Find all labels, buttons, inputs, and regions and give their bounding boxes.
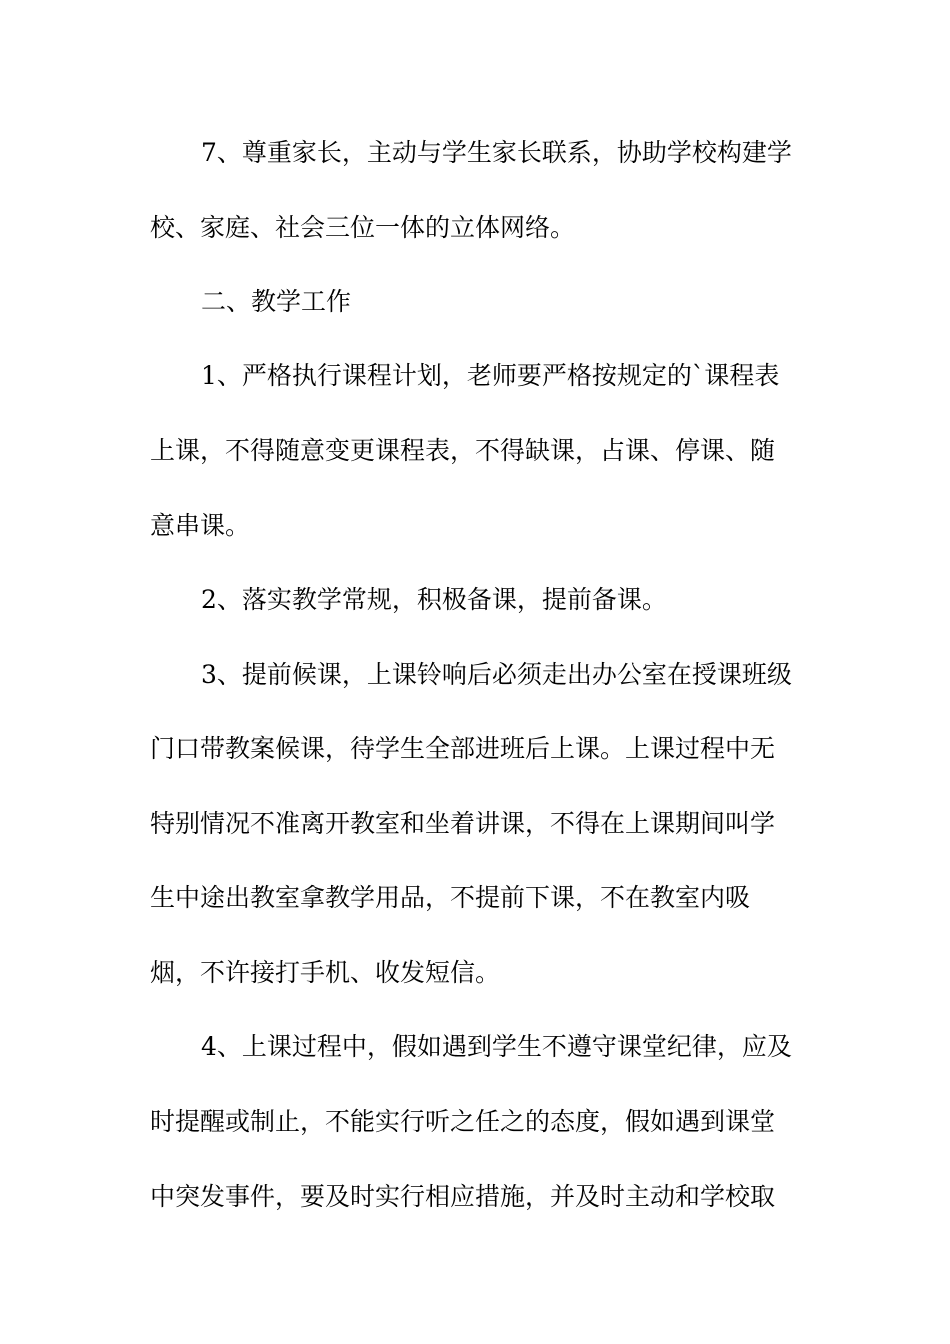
paragraph-3-line-3: 特别情况不准离开教室和坐着讲课，不得在上课期间叫学 xyxy=(150,809,776,838)
paragraph-3-line-1: 3、提前候课，上课铃响后必须走出办公室在授课班级 xyxy=(201,660,792,689)
paragraph-1-line-3: 意串课。 xyxy=(150,511,251,540)
paragraph-1-line-2: 上课，不得随意变更课程表，不得缺课，占课、停课、随 xyxy=(150,436,776,465)
paragraph-4-line-2: 时提醒或制止，不能实行听之任之的态度，假如遇到课堂 xyxy=(150,1107,776,1136)
paragraph-7-line-1: 7、尊重家长，主动与学生家长联系，协助学校构建学 xyxy=(201,138,792,167)
paragraph-4-line-1: 4、上课过程中，假如遇到学生不遵守课堂纪律，应及 xyxy=(201,1032,792,1061)
paragraph-1-line-1: 1、严格执行课程计划，老师要严格按规定的`课程表 xyxy=(201,361,780,390)
section-heading-teaching: 二、教学工作 xyxy=(201,287,352,316)
paragraph-3-line-4: 生中途出教室拿教学用品，不提前下课，不在教室内吸 xyxy=(150,883,751,912)
paragraph-3-line-5: 烟，不许接打手机、收发短信。 xyxy=(150,958,501,987)
paragraph-3-line-2: 门口带教案候课，待学生全部进班后上课。上课过程中无 xyxy=(150,734,776,763)
paragraph-7-line-2: 校、家庭、社会三位一体的立体网络。 xyxy=(150,213,576,242)
paragraph-2-line-1: 2、落实教学常规，积极备课，提前备课。 xyxy=(201,585,667,614)
paragraph-4-line-3: 中突发事件，要及时实行相应措施，并及时主动和学校取 xyxy=(150,1182,776,1211)
